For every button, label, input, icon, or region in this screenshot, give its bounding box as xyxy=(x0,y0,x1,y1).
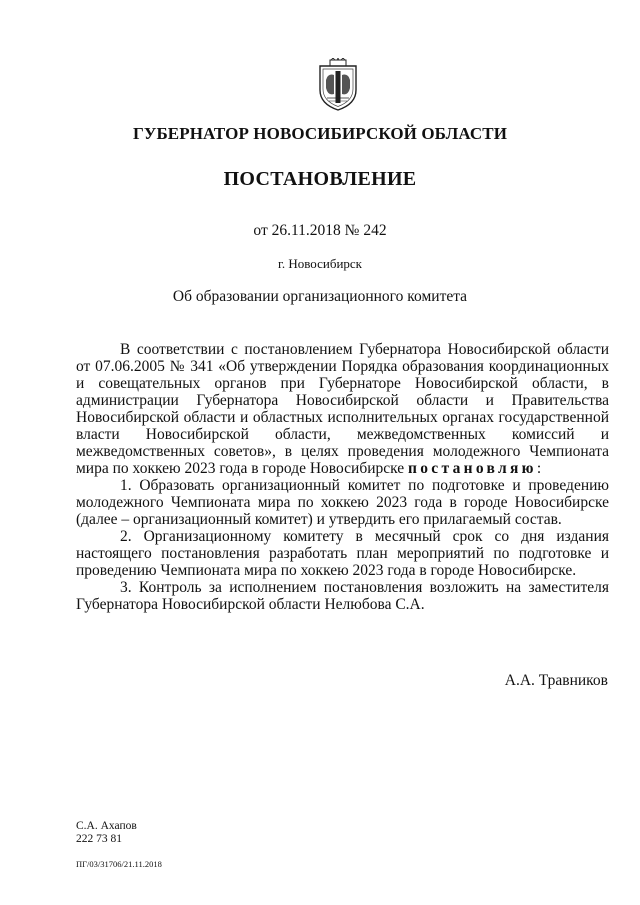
item-2: 2. Организационному комитету в месячный срок со дня издания настоящего постановления разработать план мероприятий по подготовке и проведению Чемпионата мира по хоккею 2023 года в городе Новосибирске. xyxy=(76,528,609,579)
document-city: г. Новосибирск xyxy=(277,256,362,271)
document-type: ПОСТАНОВЛЕНИЕ xyxy=(223,168,417,190)
item-1: 1. Образовать организационный комитет по подготовке и проведению молодежного Чемпионата мира по хоккею 2023 года в городе Новосибирске (далее – организационный комитет) и утвердить его прилагаемый состав. xyxy=(76,477,609,528)
executor-phone: 222 73 81 xyxy=(76,833,122,845)
document-subject: Об образовании организационного комитета xyxy=(172,288,468,305)
executor-name: С.А. Ахапов xyxy=(76,820,137,832)
coat-of-arms-icon xyxy=(316,58,360,112)
decree-colon: : xyxy=(536,460,542,477)
document-date-number: от 26.11.2018 № 242 xyxy=(253,222,387,239)
document-code: ПГ/03/31706/21.11.2018 xyxy=(76,859,162,869)
authority-title: ГУБЕРНАТОР НОВОСИБИРСКОЙ ОБЛАСТИ xyxy=(132,124,508,143)
item-3: 3. Контроль за исполнением постановления возложить на заместителя Губернатора Новосибирской области Нелюбова С.А. xyxy=(76,579,609,613)
executor-block xyxy=(76,820,137,846)
preamble-text: В соответствии с постановлением Губернатора Новосибирской области от 07.06.2005 № 341 «Об утверждении Порядка образования координационных и совещательных органов при Губернаторе Новосибирской области, в администрации Губернатора Новосибирской области и Правительства Новосибирской области и областных исполнительных органах государственной власти Новосибирской области, межведомственных комиссий и межведомственных советов», в целях проведения молодежного Чемпионата мира по хоккею 2023 года в городе Новосибирске xyxy=(76,341,609,477)
signatory-name: А.А. Травников xyxy=(504,672,608,689)
decree-word: постановляю xyxy=(408,460,537,477)
document-body xyxy=(76,341,609,613)
preamble-paragraph xyxy=(76,341,609,477)
